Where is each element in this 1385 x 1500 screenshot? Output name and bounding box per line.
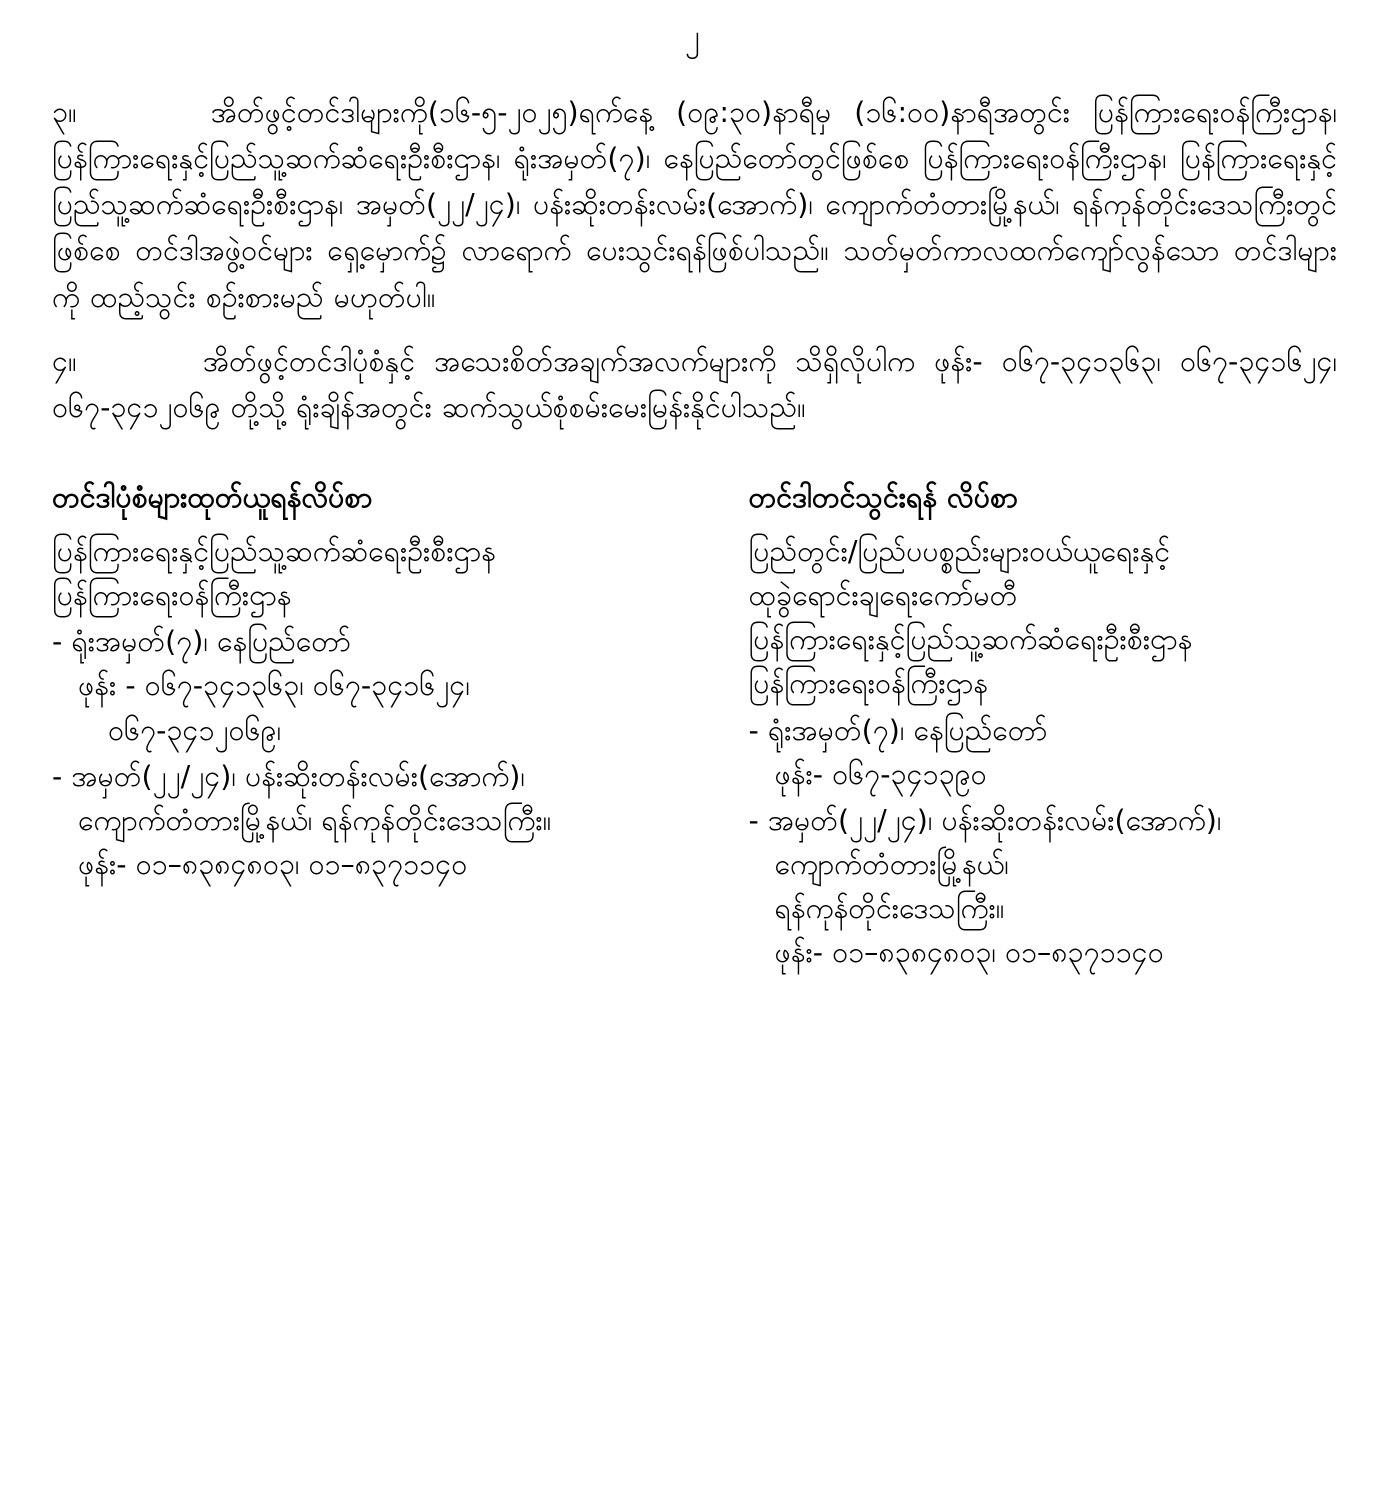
tender-form-pickup-title: တင်ဒါပုံစံများထုတ်ယူရန်လိပ်စာ: [52, 481, 373, 515]
pickup-line-3: - ရုံးအမှတ်(၇)၊ နေပြည်တော်: [52, 625, 351, 659]
submission-line-8: ကျောက်တံတားမြို့နယ်၊: [774, 848, 1009, 882]
submission-line-5: - ရုံးအမှတ်(၇)၊ နေပြည်တော်: [748, 713, 1048, 747]
paragraph-3-number: ၃။: [52, 96, 77, 129]
pickup-line-1: ပြန်ကြားရေးနှင့်ပြည်သူ့ဆက်ဆံရေးဦးစီးဌာန: [52, 534, 496, 568]
paragraph-4-number: ၄။: [52, 344, 77, 378]
paragraph-3: [52, 90, 1337, 321]
paragraph-4-text: အိတ်ဖွင့်တင်ဒါပုံစံနှင့် အသေးစိတ်အချက်အလက်များကို သိရှိလိုပါက ဖုန်း- ၀၆၇-၃၄၁၃၆၃၊ ၀၆၇-၃၄၁၆၂၄၊ ၀၆၇-၃၄၁၂၀၆၉ တို့သို့ ရုံးချိန်အတွင်း ဆက်သွယ်စုံစမ်းမေးမြန်းနိုင်ပါသည်။: [52, 344, 1338, 424]
submission-line-10: ဖုန်း- ၀၁–၈၃၈၄၈၀၃၊ ၀၁–၈၃၇၁၁၄၀: [774, 936, 1164, 970]
submission-line-6: ဖုန်း- ၀၆၇-၃၄၁၃၉၀: [774, 757, 987, 791]
document-body: [0, 90, 1385, 431]
pickup-line-6: - အမှတ်(၂၂/၂၄)၊ ပန်းဆိုးတန်းလမ်း(အောက်)၊: [52, 759, 525, 793]
pickup-line-2: ပြန်ကြားရေးဝန်ကြီးဌာန: [52, 579, 292, 613]
page-number: ၂: [685, 19, 700, 54]
pickup-line-8: ဖုန်း- ၀၁–၈၃၈၄၈၀၃၊ ၀၁–၈၃၇၁၁၄၀: [78, 848, 468, 882]
submission-line-4: ပြန်ကြားရေးဝန်ကြီးဌာန: [748, 667, 988, 701]
tender-submission-title: တင်ဒါတင်သွင်းရန် လိပ်စာ: [748, 481, 1018, 515]
pickup-line-4: ဖုန်း - ၀၆၇-၃၄၁၃၆၃၊ ၀၆၇-၃၄၁၆၂၄၊: [78, 669, 470, 703]
address-columns: [0, 477, 1385, 975]
pickup-line-7: ကျောက်တံတားမြို့နယ်၊ ရန်ကုန်တိုင်းဒေသကြီး။: [78, 803, 552, 837]
pickup-line-5: ၀၆၇-၃၄၁၂၀၆၉၊: [108, 713, 282, 747]
tender-form-pickup-address-block: [52, 477, 699, 975]
tender-submission-address-block: [699, 477, 1346, 975]
paragraph-4: [52, 339, 1337, 431]
paragraph-3-text: အိတ်ဖွင့်တင်ဒါများကို(၁၆-၅-၂၀၂၅)ရက်နေ့ (၀၉:၃၀)နာရီမှ (၁၆:၀၀)နာရီအတွင်း ပြန်ကြားရေးဝန်ကြီးဌာန၊ ပြန်ကြားရေးနှင့်ပြည်သူ့ဆက်ဆံရေးဦးစီးဌာန၊ ရုံးအမှတ်(၇)၊ နေပြည်တော်တွင်ဖြစ်စေ ပြန်ကြားရေးဝန်ကြီးဌာန၊ ပြန်ကြားရေးနှင့်ပြည်သူ့ဆက်ဆံရေးဦးစီးဌာန၊ အမှတ်(၂၂/၂၄)၊ ပန်းဆိုးတန်းလမ်း(အောက်)၊ ကျောက်တံတားမြို့နယ်၊ ရန်ကုန်တိုင်းဒေသကြီးတွင်ဖြစ်စေ တင်ဒါအဖွဲ့ဝင်များ ရှေ့မှောက်၌ လာရောက် ပေးသွင်းရန်ဖြစ်ပါသည်။ သတ်မှတ်ကာလထက်ကျော်လွန်သော တင်ဒါများကို ထည့်သွင်း စဉ်းစားမည် မဟုတ်ပါ။: [52, 96, 1337, 314]
submission-line-1: ပြည်တွင်း/ပြည်ပပစ္စည်းများဝယ်ယူရေးနှင့်: [748, 534, 1171, 568]
submission-line-2: ထုခွဲရောင်းချရေးကော်မတီ: [748, 579, 1018, 613]
submission-line-9: ရန်ကုန်တိုင်းဒေသကြီး။: [774, 892, 1005, 926]
submission-line-7: - အမှတ်(၂၂/၂၄)၊ ပန်းဆိုးတန်းလမ်း(အောက်)၊: [748, 803, 1222, 837]
submission-line-3: ပြန်ကြားရေးနှင့်ပြည်သူ့ဆက်ဆံရေးဦးစီးဌာန: [748, 623, 1193, 657]
